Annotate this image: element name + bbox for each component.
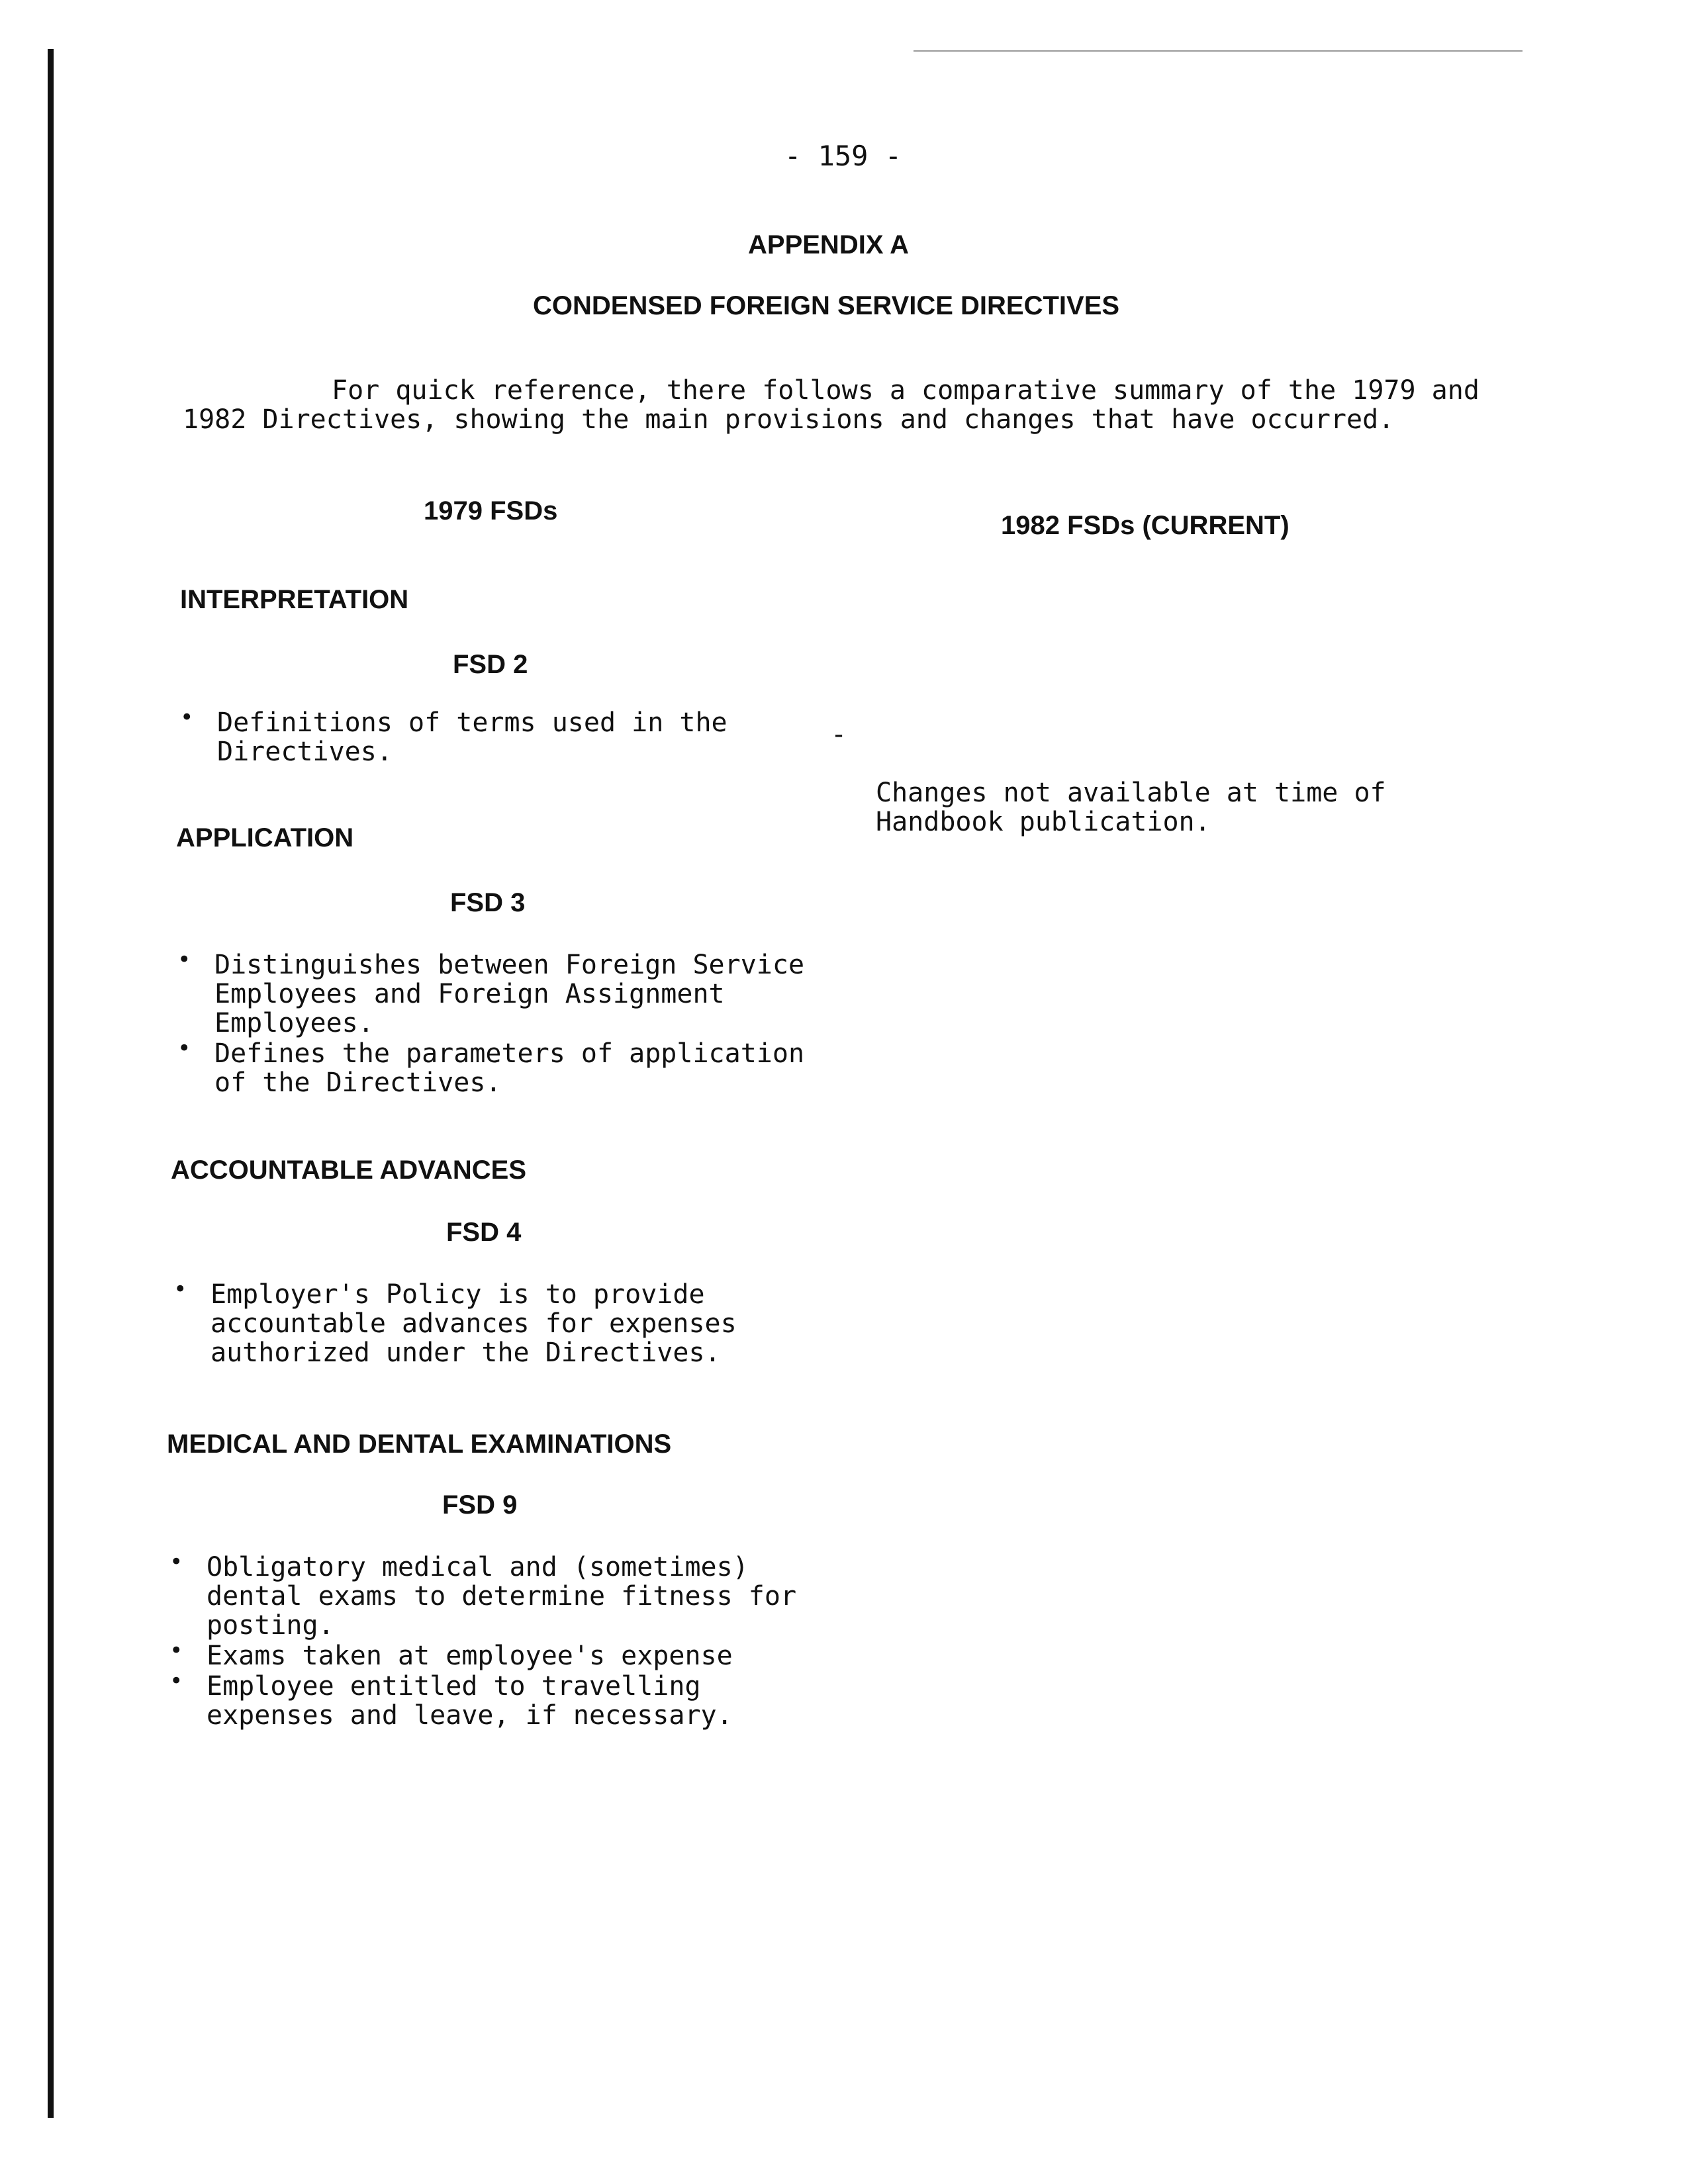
section-medical-dental-1979-list: [169, 1553, 796, 1731]
fsd-label-3: FSD 3: [450, 888, 526, 917]
section-heading-medical-dental: MEDICAL AND DENTAL EXAMINATIONS: [167, 1430, 672, 1459]
list-item-text: Changes not available at time of Handbook publication.: [876, 778, 1386, 837]
section-heading-accountable-advances: ACCOUNTABLE ADVANCES: [171, 1156, 527, 1185]
fsd-label-9: FSD 9: [442, 1490, 518, 1520]
column-heading-1982: 1982 FSDs (CURRENT): [1001, 511, 1289, 540]
section-application-1979-list: [177, 950, 804, 1099]
list-item: • Obligatory medical and (sometimes) dental exams to determine fitness for posting.: [169, 1553, 796, 1640]
intro-line-2: 1982 Directives, showing the main provisions and changes that have occurred.: [183, 404, 1395, 435]
top-header-rule: [914, 50, 1523, 52]
column-heading-1979: 1979 FSDs: [424, 496, 558, 525]
section-heading-interpretation: INTERPRETATION: [180, 585, 409, 614]
left-margin-rule: [48, 49, 54, 2118]
list-item: • Employer's Policy is to provide accountable advances for expenses authorized under the Directives.: [173, 1280, 737, 1367]
intro-paragraph: [183, 375, 1479, 435]
list-item: • Employee entitled to travelling expenses and leave, if necessary.: [169, 1672, 796, 1730]
page-number: - 159 -: [784, 140, 902, 172]
fsd-label-2: FSD 2: [453, 650, 528, 679]
list-item: • Distinguishes between Foreign Service Employees and Foreign Assignment Employees.: [177, 950, 804, 1038]
dash-marker: -: [831, 719, 847, 750]
appendix-title: APPENDIX A: [748, 230, 910, 259]
section-accountable-advances-1979-list: [173, 1280, 737, 1369]
section-heading-application: APPLICATION: [176, 823, 354, 852]
list-item: • Exams taken at employee's expense: [169, 1641, 796, 1670]
section-interpretation-1979-list: [180, 708, 727, 768]
list-item: • Definitions of terms used in the Directives.: [180, 708, 727, 766]
document-title: CONDENSED FOREIGN SERVICE DIRECTIVES: [533, 291, 1120, 320]
fsd-label-4: FSD 4: [446, 1218, 522, 1247]
intro-line-1: For quick reference, there follows a comparative summary of the 1979 and: [332, 375, 1479, 406]
list-item: • Defines the parameters of application of the Directives.: [177, 1039, 804, 1097]
section-interpretation-1982-item: [831, 720, 1386, 837]
